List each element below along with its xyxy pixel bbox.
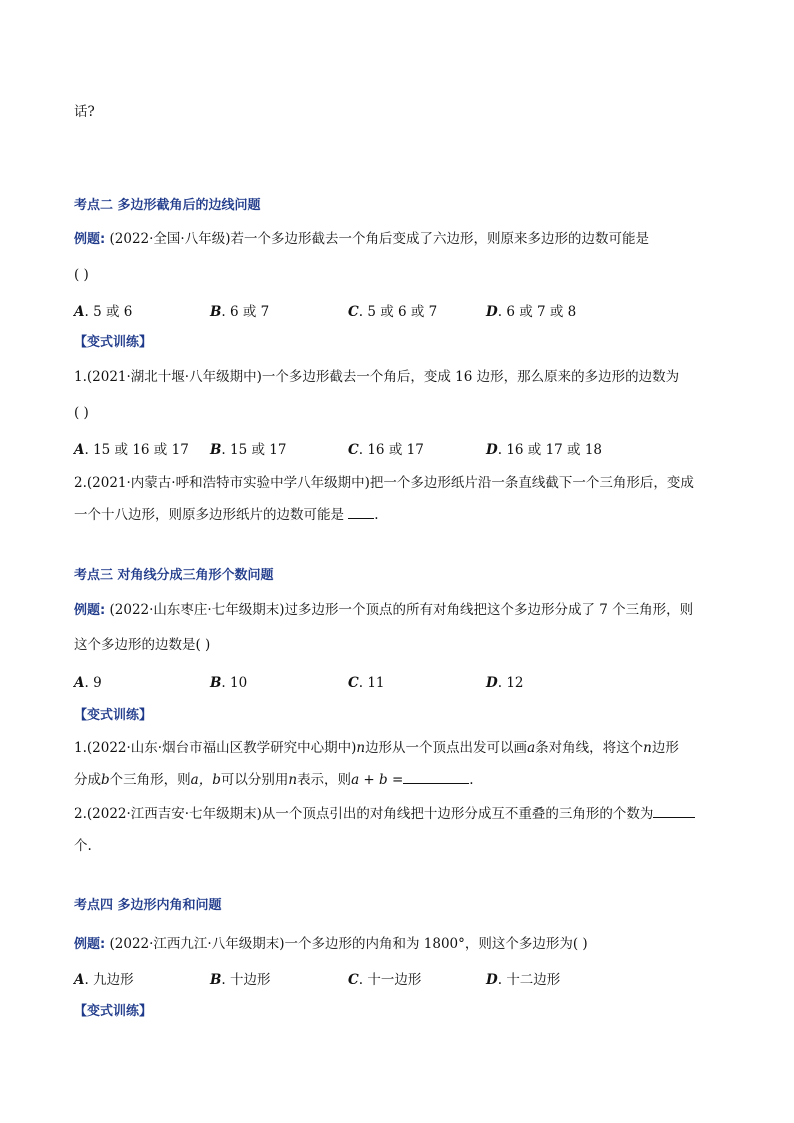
option-d: D. 6 或 7 或 8 <box>486 304 577 320</box>
question-2-line1: 2.(2021·内蒙古·呼和浩特市实验中学八年级期中)把一个多边形纸片沿一条直线截下一个三角形后，变成 <box>74 475 694 491</box>
option-b: B. 10 <box>210 675 248 691</box>
option-d: D. 16 或 17 或 18 <box>486 442 603 458</box>
continued-text: 话? <box>74 104 95 120</box>
option-a: A. 9 <box>74 675 102 691</box>
answer-paren: ( ) <box>74 405 89 421</box>
example-text-line2: 这个多边形的边数是( ) <box>74 637 211 653</box>
option-c: C. 11 <box>348 675 385 691</box>
question-2-line2: 个. <box>74 838 92 854</box>
section2-heading: 考点二 多边形截角后的边线问题 <box>74 198 261 213</box>
option-d: D. 十二边形 <box>486 972 561 988</box>
question-2-line1: 2.(2022·江西吉安·七年级期末)从一个顶点引出的对角线把十边形分成互不重叠的三角形的个数为 <box>74 804 695 824</box>
answer-blank[interactable] <box>653 805 695 818</box>
example-label: 例题: <box>74 937 106 952</box>
option-d: D. 12 <box>486 675 524 691</box>
section4-example <box>74 934 588 955</box>
question-1: 1.(2021·湖北十堰·八年级期中)一个多边形截去一个角后，变成 16 边形，那么原来的多边形的边数为 <box>74 369 680 385</box>
question-2-line2: 一个十八边形，则原多边形纸片的边数可能是 . <box>74 507 379 523</box>
example-text: (2022·全国·八年级)若一个多边形截去一个角后变成了六边形，则原来多边形的边数可能是 <box>109 231 649 247</box>
answer-paren: ( ) <box>74 267 89 283</box>
section4-heading: 考点四 多边形内角和问题 <box>74 898 222 913</box>
section2-example <box>74 229 649 250</box>
option-a: A. 15 或 16 或 17 <box>74 442 189 458</box>
example-text: (2022·江西九江·八年级期末)一个多边形的内角和为 1800°，则这个多边形为( ) <box>109 936 588 952</box>
example-text: (2022·山东枣庄·七年级期末)过多边形一个顶点的所有对角线把这个多边形分成了 7 个三角形，则 <box>109 602 694 618</box>
option-a: A. 九边形 <box>74 972 134 988</box>
practice-label: 【变式训练】 <box>74 1004 153 1019</box>
question-1-line2: 分成b个三角形，则a，b可以分别用n表示，则a + b = . <box>74 772 474 788</box>
option-c: C. 十一边形 <box>348 972 422 988</box>
practice-label: 【变式训练】 <box>74 708 153 723</box>
option-b: B. 十边形 <box>210 972 271 988</box>
example-label: 例题: <box>74 232 106 247</box>
option-b: B. 6 或 7 <box>210 304 270 320</box>
section3-heading: 考点三 对角线分成三角形个数问题 <box>74 568 274 583</box>
option-b: B. 15 或 17 <box>210 442 287 458</box>
section3-example <box>74 600 693 621</box>
option-c: C. 16 或 17 <box>348 442 424 458</box>
option-c: C. 5 或 6 或 7 <box>348 304 438 320</box>
answer-blank[interactable] <box>348 506 374 519</box>
answer-blank[interactable] <box>403 771 469 784</box>
option-a: A. 5 或 6 <box>74 304 133 320</box>
practice-label: 【变式训练】 <box>74 335 153 350</box>
question-1-line1: 1.(2022·山东·烟台市福山区教学研究中心期中)n边形从一个顶点出发可以画a条对角线，将这个n边形 <box>74 740 679 756</box>
example-label: 例题: <box>74 603 106 618</box>
